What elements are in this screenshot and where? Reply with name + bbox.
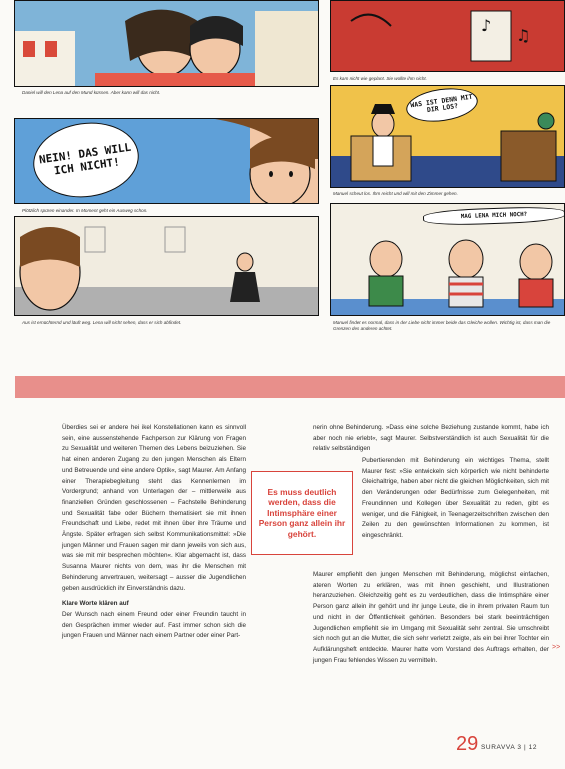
panel-1-caption-outer: Daniel will den Lena auf den Mund küssen. Aber kann will das nicht. [22, 90, 161, 95]
panel-5-caption: Aus ist ernüchternd und läuft weg. Lena will nicht sehen, dass er sich abfindet. [22, 320, 182, 325]
comic-panel-4 [14, 118, 319, 204]
panel-1-illustration [15, 1, 319, 87]
panel-6-caption [333, 320, 565, 332]
article-column-1 [62, 423, 246, 642]
article-column-2-top [313, 423, 549, 455]
panel-4-caption: Manuel scheut los. Ihm reicht und will mit den Zimmer gehen. [333, 191, 458, 196]
article-col2-right: Pubertierenden mit Behinderung ein wichtiges Thema, stellt Maurer fest: »Sie entwickeln sich körperlich wie nicht behinderte Gleichaltrige, haben aber nicht die gleichen Möglichkeiten, sich mit den Veränderungen oder Bedürfnisse zum Gelegenheiten, mit Freundinnen und Kollegen über Sexualität zu reden, gibt es weniger, und die Fähigkeit, in Teenagerzeitschriften zwischen den Zeilen zu den gewünschten Informationen zu kommen, ist eingeschränkt. [362, 457, 549, 539]
article-col1-after: Der Wunsch nach einem Freund oder einer Freundin taucht in den Gesprächen immer wieder auf. Fast immer schon sich die jungen Frauen und Männer nach einem Partner oder einer Part- [62, 610, 246, 640]
page-number: 29 [456, 733, 479, 755]
panel-2-illustration [331, 1, 565, 72]
comic-panel-5 [14, 216, 319, 316]
svg-text:♪: ♪ [481, 16, 492, 35]
speech-bubble-question-text: WAS IST DENN MIT DIR LOS? [409, 92, 474, 115]
article-column-2-rest [313, 570, 549, 666]
comic-panel-1 [14, 0, 319, 87]
section-divider-band [15, 376, 565, 398]
comic-panel-3 [330, 85, 565, 188]
panel-3-caption: Plötzlich spüren einander. In Moment geht ein Ausweg schon. [22, 208, 148, 213]
continue-arrow: >> [552, 644, 561, 651]
article-col2-top: nerin ohne Behinderung. »Dass eine solche Beziehung zustande kommt, habe ich aber noch nie erlebt«, sagt Maurer. Selbstverständlich ist auch Sexualität für die relativ selbständigen [313, 424, 549, 453]
panel-5-illustration [15, 217, 319, 316]
panel-2-caption: Es kam nicht wie geplant. Sie wollte ihm nicht. [333, 76, 427, 81]
comic-panel-2 [330, 0, 565, 72]
comic-panel-6 [330, 203, 565, 316]
speech-bubble-nein-text: NEIN! DAS WILL ICH NICHT! [38, 140, 132, 178]
article-column-2-right [362, 456, 549, 542]
speech-bubble-lena-text: MAG LENA MICH NOCH? [460, 211, 528, 221]
panel-6-caption-text: Manuel findet es normal, dass in der Liebe nicht immer beide das Gleiche wollen. Wichtig ist, dass man die Grenzen des anderen achtet. [333, 320, 551, 331]
svg-text:♫: ♫ [516, 26, 531, 45]
article-col1-paragraph: Überdies sei er andere hei ikel Konstellationen kann es sinnvoll sein, eine aussenstehende Fachperson zur Klärung von Fragen zu Sexualität und weiteren Themen des Lebens beizuziehen. Sie hat einen anderen Zugang zu den jungen Menschen als Eltern und Betreuende und eine andere Optik«, sagt Maurer. Am Anfang einer Therapiebegleitung steht das Kennenlernen im Vordergrund; anhand von Unterlagen der – mittlerweile aus finanziellen Gründen geschlossenen – Fachstelle Behinderung und Sexualität fabe oder Büchern thematisiert sie mit ihnen Freundschaft und Liebe, redet mit ihnen über ihre Träume und Ängste. Später erfragen sich selbst Kommunikationsmittel: »Die jungen Männer und Frauen sagen mir dann jeweils von sich aus, was sie mit mir besprechen möchten«. Klar abgemacht ist, dass Susanna Maurer nichts von dem, was ihr die Menschen mit Behinderung anvertrauen, weitersagt – ausser die Jugendlichen geben ausdrücklich ihr Einverständnis dazu. [62, 424, 246, 592]
magazine-name: SURAVVA 3 | 12 [481, 744, 538, 751]
pull-quote-text: Es muss deutlich werden, dass die Intimsphäre einer Person ganz allein ihr gehört. [258, 486, 346, 539]
article-col2-rest: Maurer empfiehlt den jungen Menschen mit Behinderung, möglichst einfachen, ateren Worten zu erklären, was mit ihnen geschieht, und Illustrationen heranzuziehen. Gleichzeitig geht es zu verdeutlichen, dass die Intimsphäre einer Person ganz allein ihr gehört und ihr junge Leute, die in ihrem privaten Raum tun und nicht in der Öffentlichkeit gehörten. Besonders bei stark beeinträchtigen Jugendlichen empfiehlt sie im Umgang mit Sexualität sehr zentral. Sie umschreibt sich noch gut an die Mutter, die sich sehr verletzt zeigte, als ein bei ihrer Tochter ein Aufklärungsheft entdeckte. Maurer hatte vom Vorstand des Auftrags erhalten, der jungen Frau fehlendes Wissen zu vermitteln. [313, 571, 549, 664]
pull-quote [251, 471, 353, 555]
article-subheading: Klare Worte klären auf [62, 600, 129, 608]
